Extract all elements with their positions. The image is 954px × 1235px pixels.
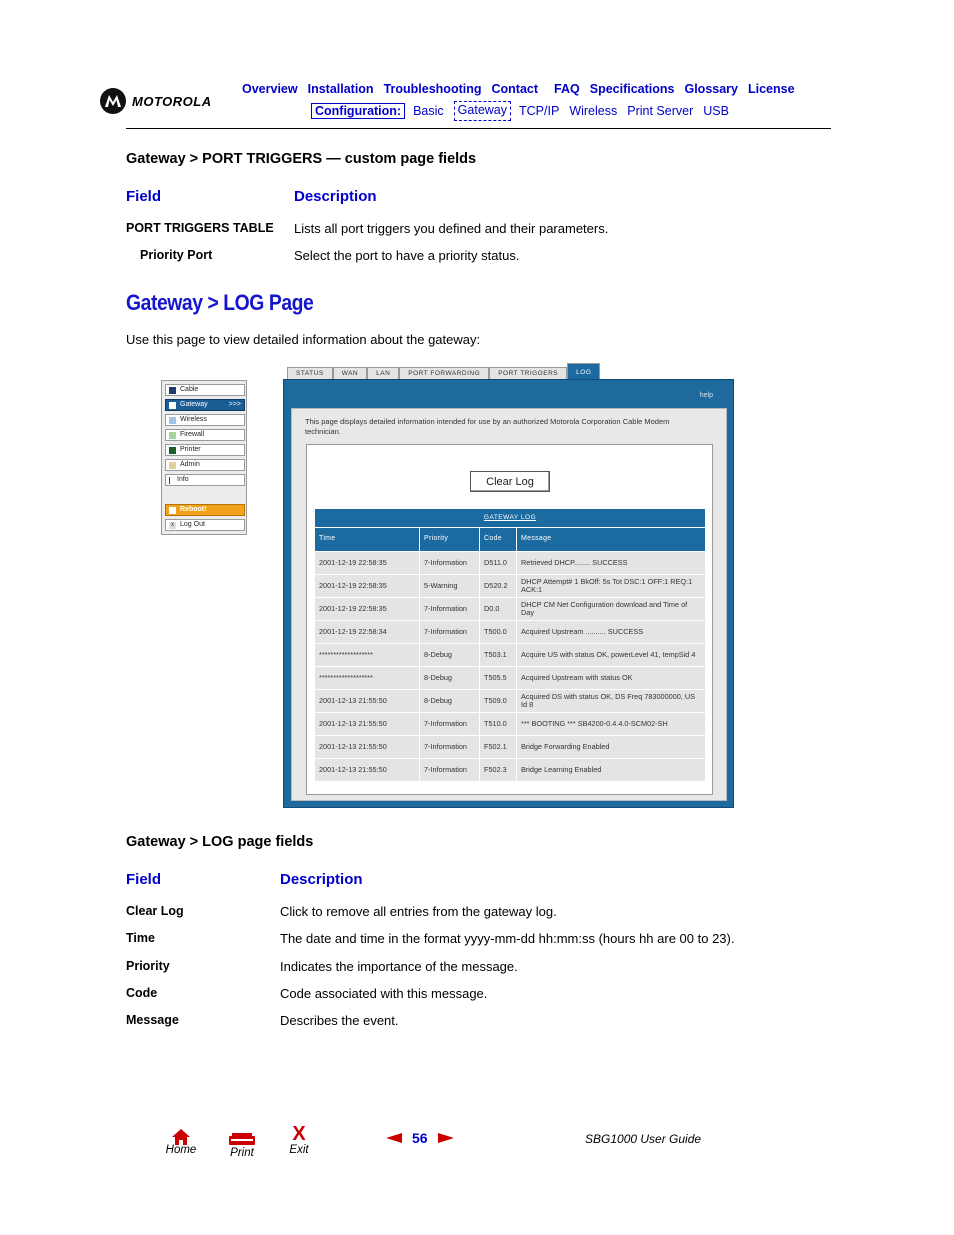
- log-code: T503.1: [480, 644, 517, 667]
- home-label: Home: [165, 1144, 197, 1156]
- lf-field-time: Time: [126, 931, 155, 945]
- pt-desc-priority-port: Select the port to have a priority status.: [294, 248, 520, 263]
- log-priority: 8-Debug: [420, 667, 480, 690]
- lf-desc-priority: Indicates the importance of the message.: [280, 959, 518, 974]
- log-panel-description: This page displays detailed information intended for use by an authorized Motorola Corporation Cable Modem technician.: [305, 417, 670, 436]
- menu-admin[interactable]: [165, 459, 245, 471]
- log-code: D0.0: [480, 598, 517, 621]
- log-row: [315, 713, 706, 736]
- log-message: Acquire US with status OK, powerLevel 41, tempSid 4: [517, 644, 706, 667]
- lf-desc-clear-log: Click to remove all entries from the gateway log.: [280, 904, 557, 919]
- lf-desc-time: The date and time in the format yyyy-mm-dd hh:mm:ss (hours hh are 00 to 23).: [280, 931, 735, 946]
- nav-faq[interactable]: FAQ: [554, 82, 580, 96]
- log-row: [315, 759, 706, 782]
- tab-lan[interactable]: LAN: [367, 367, 399, 380]
- log-time: 2001-12-13 21:55:50: [315, 713, 420, 736]
- cable-square-icon: [169, 387, 176, 394]
- log-panel-body: [291, 408, 727, 801]
- pt-field-port-triggers-table: PORT TRIGGERS TABLE: [126, 221, 274, 235]
- col-message: Message: [517, 528, 706, 552]
- menu-printer-label: Printer: [180, 446, 201, 453]
- col-priority: Priority: [420, 528, 480, 552]
- nav-installation[interactable]: Installation: [307, 82, 374, 96]
- menu-admin-label: Admin: [180, 461, 200, 468]
- exit-label: Exit: [289, 1144, 309, 1156]
- menu-wireless-label: Wireless: [180, 416, 207, 423]
- log-message: Acquired DS with status OK, DS Freq 783000000, US Id 8: [517, 690, 706, 713]
- nav-contact[interactable]: Contact: [491, 82, 539, 96]
- lf-field-code: Code: [126, 986, 158, 1000]
- next-page-arrow-icon[interactable]: [438, 1133, 454, 1143]
- reboot-icon: [169, 507, 176, 514]
- gateway-log-table: [314, 508, 706, 782]
- menu-logout[interactable]: [165, 519, 245, 531]
- log-row: [315, 621, 706, 644]
- log-message: Bridge Forwarding Enabled: [517, 736, 706, 759]
- nav-glossary[interactable]: Glossary: [684, 82, 738, 96]
- log-time: *******************: [315, 667, 420, 690]
- menu-gateway-label: Gateway: [180, 401, 208, 408]
- exit-link[interactable]: [286, 1124, 312, 1156]
- log-time: 2001-12-13 21:55:50: [315, 690, 420, 713]
- log-priority: 8-Debug: [420, 690, 480, 713]
- log-row: [315, 552, 706, 575]
- log-message: Bridge Learning Enabled: [517, 759, 706, 782]
- menu-reboot-label: Reboot!: [180, 506, 207, 513]
- log-row: [315, 690, 706, 713]
- log-row: [315, 736, 706, 759]
- gateway-log-caption: GATEWAY LOG: [315, 509, 706, 528]
- gateway-square-icon: [169, 402, 176, 409]
- log-time: *******************: [315, 644, 420, 667]
- help-link[interactable]: help: [699, 392, 713, 399]
- tab-wan[interactable]: WAN: [333, 367, 367, 380]
- log-fields-title: Gateway > LOG page fields: [126, 834, 314, 850]
- log-time: 2001-12-19 22:58:35: [315, 598, 420, 621]
- log-row: [315, 644, 706, 667]
- logout-x-icon: x: [171, 521, 174, 528]
- log-priority: 7-Information: [420, 552, 480, 575]
- log-code: D520.2: [480, 575, 517, 598]
- brand-name: MOTOROLA: [132, 93, 212, 109]
- port-triggers-title: Gateway > PORT TRIGGERS — custom page fields: [126, 151, 477, 167]
- menu-firewall[interactable]: [165, 429, 245, 441]
- nav-usb[interactable]: USB: [703, 104, 729, 118]
- print-icon: [228, 1133, 256, 1147]
- page-navigation: [386, 1130, 454, 1146]
- clear-log-button[interactable]: Clear Log: [470, 471, 550, 492]
- nav-basic[interactable]: Basic: [413, 104, 444, 118]
- menu-printer[interactable]: [165, 444, 245, 456]
- log-time: 2001-12-19 22:58:35: [315, 575, 420, 598]
- log-message: DHCP CM Net Configuration download and Time of Day: [517, 598, 706, 621]
- tab-port-triggers[interactable]: PORT TRIGGERS: [489, 367, 567, 380]
- log-row: [315, 598, 706, 621]
- log-priority: 7-Information: [420, 759, 480, 782]
- log-header-row: [315, 528, 706, 552]
- log-priority: 7-Information: [420, 598, 480, 621]
- lf-desc-message: Describes the event.: [280, 1013, 399, 1028]
- log-priority: 7-Information: [420, 713, 480, 736]
- nav-print-server[interactable]: Print Server: [627, 104, 694, 118]
- lf-description-header: Description: [280, 871, 363, 888]
- log-time: 2001-12-19 22:58:34: [315, 621, 420, 644]
- menu-info[interactable]: [165, 474, 245, 486]
- log-message: Acquired Upstream with status OK: [517, 667, 706, 690]
- log-code: T500.0: [480, 621, 517, 644]
- pt-field-priority-port: Priority Port: [140, 248, 213, 262]
- home-link[interactable]: [164, 1128, 198, 1156]
- log-message: *** BOOTING *** SB4200-0.4.4.0-SCM02-SH: [517, 713, 706, 736]
- pt-field-header: Field: [126, 188, 162, 205]
- firewall-square-icon: [169, 432, 176, 439]
- log-priority: 7-Information: [420, 736, 480, 759]
- motorola-batwing-icon: [100, 88, 126, 114]
- menu-gateway-arrow-icon: >>>: [228, 401, 241, 408]
- lf-field-clear-log: Clear Log: [126, 904, 184, 918]
- nav-license[interactable]: License: [748, 82, 795, 96]
- log-code: F502.1: [480, 736, 517, 759]
- menu-gateway[interactable]: [165, 399, 245, 411]
- pt-desc-port-triggers-table: Lists all port triggers you defined and their parameters.: [294, 221, 609, 236]
- log-intro: Use this page to view detailed information about the gateway:: [126, 332, 481, 347]
- pt-description-header: Description: [294, 188, 377, 205]
- tab-port-forwarding[interactable]: PORT FORWARDING: [399, 367, 489, 380]
- motorola-logo: [100, 88, 212, 114]
- log-code: T509.0: [480, 690, 517, 713]
- log-time: 2001-12-13 21:55:50: [315, 736, 420, 759]
- log-message: Retrieved DHCP........ SUCCESS: [517, 552, 706, 575]
- log-row: [315, 575, 706, 598]
- printer-square-icon: [169, 447, 176, 454]
- log-time: 2001-12-13 21:55:50: [315, 759, 420, 782]
- screenshot-log-panel: [283, 379, 734, 808]
- log-priority: 8-Debug: [420, 644, 480, 667]
- menu-logout-label: Log Out: [180, 521, 205, 528]
- log-code: D511.0: [480, 552, 517, 575]
- exit-x-icon: X: [292, 1123, 306, 1145]
- log-code: T505.5: [480, 667, 517, 690]
- log-priority: 7-Information: [420, 621, 480, 644]
- col-code: Code: [480, 528, 517, 552]
- print-label: Print: [230, 1147, 254, 1159]
- menu-wireless[interactable]: [165, 414, 245, 426]
- nav-tcpip[interactable]: TCP/IP: [519, 104, 560, 118]
- previous-page-arrow-icon[interactable]: [386, 1133, 402, 1143]
- col-time: Time: [315, 528, 420, 552]
- menu-cable[interactable]: [165, 384, 245, 396]
- log-code: T510.0: [480, 713, 517, 736]
- nav-specifications[interactable]: Specifications: [589, 82, 675, 96]
- tab-log[interactable]: LOG: [567, 363, 600, 379]
- tab-status[interactable]: STATUS: [287, 367, 333, 380]
- log-priority: 5-Warning: [420, 575, 480, 598]
- menu-firewall-label: Firewall: [180, 431, 205, 438]
- config-nav: [311, 101, 739, 121]
- page-number: 56: [412, 1130, 428, 1146]
- lf-field-priority: Priority: [126, 959, 170, 973]
- screenshot-tab-bar: [287, 366, 600, 380]
- admin-square-icon: [169, 462, 176, 469]
- nav-configuration[interactable]: Configuration:: [311, 103, 405, 119]
- lf-desc-code: Code associated with this message.: [280, 986, 488, 1001]
- log-code: F502.3: [480, 759, 517, 782]
- log-content-box: [306, 444, 713, 795]
- header-divider: [126, 128, 831, 129]
- menu-reboot[interactable]: [165, 504, 245, 516]
- nav-gateway[interactable]: Gateway: [454, 101, 511, 121]
- nav-troubleshooting[interactable]: Troubleshooting: [383, 82, 482, 96]
- log-row: [315, 667, 706, 690]
- lf-field-message: Message: [126, 1013, 179, 1027]
- log-message: DHCP Attempt# 1 BkOff: 5s Tot DSC:1 OFF:1 REQ:1 ACK:1: [517, 575, 706, 598]
- wireless-square-icon: [169, 417, 176, 424]
- lf-field-header: Field: [126, 871, 162, 888]
- top-nav: [242, 82, 805, 96]
- info-icon: [169, 477, 173, 484]
- nav-overview[interactable]: Overview: [242, 82, 298, 96]
- screenshot-side-menu: [161, 380, 247, 535]
- guide-title: SBG1000 User Guide: [585, 1132, 702, 1146]
- log-time: 2001-12-19 22:58:35: [315, 552, 420, 575]
- log-message: Acquired Upstream .......... SUCCESS: [517, 621, 706, 644]
- menu-info-label: Info: [177, 476, 189, 483]
- nav-wireless[interactable]: Wireless: [569, 104, 618, 118]
- log-page-heading: Gateway > LOG Page: [126, 290, 314, 315]
- print-link[interactable]: [226, 1133, 258, 1159]
- menu-cable-label: Cable: [180, 386, 199, 393]
